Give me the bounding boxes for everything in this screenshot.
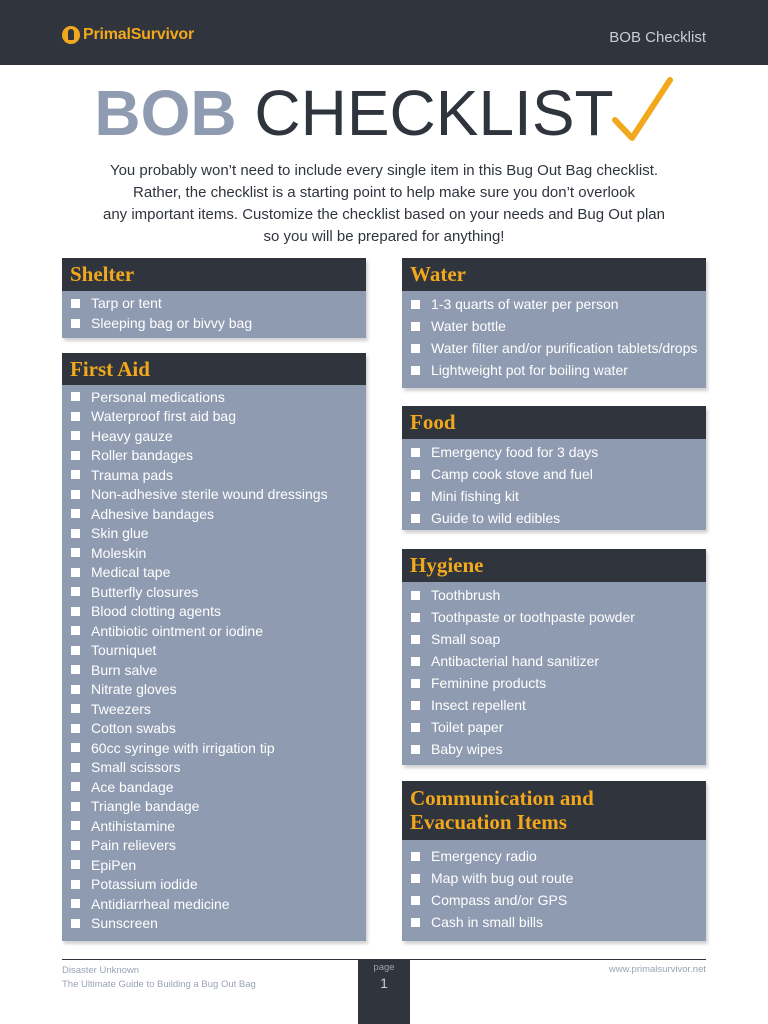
- checklist-item-label: Medical tape: [91, 564, 171, 581]
- section-heading: [402, 549, 706, 582]
- checklist-item[interactable]: [62, 894, 366, 914]
- checklist-item[interactable]: [62, 855, 366, 875]
- checklist-item[interactable]: [62, 582, 366, 602]
- section-hygiene: [402, 549, 706, 765]
- intro-paragraph: [84, 160, 684, 248]
- checklist-item[interactable]: [62, 797, 366, 817]
- checkbox-icon[interactable]: [411, 896, 420, 905]
- footer-credits: [62, 964, 256, 992]
- checklist-item[interactable]: [402, 694, 706, 716]
- brand-name: PrimalSurvivor: [83, 26, 195, 43]
- checklist-item-label: Heavy gauze: [91, 427, 173, 444]
- checkmark-icon: [612, 76, 674, 148]
- checkbox-icon[interactable]: [411, 366, 420, 375]
- checklist-item-label: Nitrate gloves: [91, 681, 177, 698]
- checkbox-icon[interactable]: [411, 448, 420, 457]
- checklist-item[interactable]: [62, 543, 366, 563]
- section-heading-line: Hygiene: [410, 553, 484, 577]
- checklist-item[interactable]: [62, 738, 366, 758]
- page-label: page: [373, 962, 395, 973]
- section-heading: [62, 353, 366, 385]
- checklist-item[interactable]: [62, 524, 366, 544]
- checkbox-icon[interactable]: [71, 470, 80, 479]
- checklist-item[interactable]: [62, 699, 366, 719]
- checklist-item[interactable]: [62, 836, 366, 856]
- checklist-item-label: Tourniquet: [91, 642, 157, 659]
- checklist-item[interactable]: [402, 911, 706, 933]
- checkbox-icon[interactable]: [71, 821, 80, 830]
- checkbox-icon[interactable]: [411, 470, 420, 479]
- checklist-item[interactable]: [62, 719, 366, 739]
- section-first-aid: [62, 353, 366, 941]
- page-indicator: [358, 959, 410, 1024]
- checklist-item-label: Moleskin: [91, 544, 147, 561]
- footer-guide-title: The Ultimate Guide to Building a Bug Out Bag: [62, 979, 256, 990]
- checkbox-icon[interactable]: [411, 657, 420, 666]
- checkbox-icon[interactable]: [71, 529, 80, 538]
- checklist-item[interactable]: [62, 465, 366, 485]
- checklist-item-label: EpiPen: [91, 856, 137, 873]
- checklist: [402, 840, 706, 933]
- checkbox-icon[interactable]: [411, 613, 420, 622]
- checklist-item[interactable]: [402, 507, 706, 529]
- checklist-item[interactable]: [62, 914, 366, 934]
- top-bar: [0, 0, 768, 65]
- checkbox-icon[interactable]: [71, 490, 80, 499]
- checklist-item-label: Triangle bandage: [91, 798, 200, 815]
- checkbox-icon[interactable]: [411, 635, 420, 644]
- section-food: [402, 406, 706, 530]
- checklist-item[interactable]: [402, 889, 706, 911]
- checklist-item[interactable]: [402, 628, 706, 650]
- checklist-item[interactable]: [62, 407, 366, 427]
- checklist-item-label: Trauma pads: [91, 466, 173, 483]
- intro-line: so you will be prepared for anything!: [263, 228, 505, 245]
- section-communication: [402, 781, 706, 941]
- footer-website-link[interactable]: www.primalsurvivor.net: [608, 964, 706, 975]
- checklist-item-label: Small soap: [431, 631, 501, 647]
- checkbox-icon[interactable]: [411, 322, 420, 331]
- section-heading: [62, 258, 366, 291]
- checklist-item[interactable]: [402, 441, 706, 463]
- checklist-item[interactable]: [62, 387, 366, 407]
- checklist-item[interactable]: [62, 680, 366, 700]
- checklist-item-label: Cotton swabs: [91, 720, 176, 737]
- checklist-item[interactable]: [62, 504, 366, 524]
- survivor-logo-icon: [62, 26, 80, 44]
- checkbox-icon[interactable]: [411, 679, 420, 688]
- checkbox-icon[interactable]: [71, 880, 80, 889]
- checkbox-icon[interactable]: [411, 852, 420, 861]
- checklist-item-label: Mini fishing kit: [431, 488, 519, 504]
- checkbox-icon[interactable]: [71, 743, 80, 752]
- checkbox-icon[interactable]: [411, 745, 420, 754]
- checklist-item[interactable]: [62, 446, 366, 466]
- section-heading-line: Evacuation Items: [410, 810, 567, 834]
- checklist-item-label: Baby wipes: [431, 741, 503, 757]
- checklist-item-label: Butterfly closures: [91, 583, 199, 600]
- checkbox-icon[interactable]: [71, 763, 80, 772]
- checklist-item[interactable]: [402, 463, 706, 485]
- checklist-item[interactable]: [62, 758, 366, 778]
- checklist-item-label: Cash in small bills: [431, 914, 544, 930]
- checkbox-icon[interactable]: [71, 665, 80, 674]
- checkbox-icon[interactable]: [71, 607, 80, 616]
- section-heading-line: First Aid: [70, 357, 150, 381]
- checklist-item-label: Antidiarrheal medicine: [91, 895, 230, 912]
- checklist-item-label: Guide to wild edibles: [431, 510, 561, 526]
- section-heading-line: Water: [410, 262, 466, 286]
- checklist: [62, 291, 366, 333]
- checklist: [402, 439, 706, 529]
- checklist-item-label: Sunscreen: [91, 915, 158, 932]
- checklist-item-label: Lightweight pot for boiling water: [431, 362, 628, 378]
- checklist-item[interactable]: [62, 293, 366, 313]
- checkbox-icon[interactable]: [71, 899, 80, 908]
- checklist-item-label: Camp cook stove and fuel: [431, 466, 593, 482]
- checklist-item-label: Antibacterial hand sanitizer: [431, 653, 600, 669]
- checklist-item[interactable]: [402, 672, 706, 694]
- checklist-item-label: Water filter and/or purification tablets/drops: [431, 340, 698, 356]
- checklist-item-label: Ace bandage: [91, 778, 174, 795]
- checklist: [402, 291, 706, 381]
- page-title: [0, 76, 768, 150]
- section-heading-line: Communication and: [410, 786, 594, 810]
- checklist-item-label: Tweezers: [91, 700, 151, 717]
- checkbox-icon[interactable]: [71, 626, 80, 635]
- checklist-item-label: Skin glue: [91, 525, 149, 542]
- checkbox-icon[interactable]: [71, 299, 80, 308]
- checklist-item[interactable]: [402, 584, 706, 606]
- checklist-item-label: Toothpaste or toothpaste powder: [431, 609, 635, 625]
- checklist-item-label: Tarp or tent: [91, 295, 162, 311]
- checklist-item[interactable]: [402, 606, 706, 628]
- checklist-item[interactable]: [62, 641, 366, 661]
- checklist-item[interactable]: [402, 867, 706, 889]
- checklist-item[interactable]: [402, 738, 706, 760]
- checklist-item-label: Sleeping bag or bivvy bag: [91, 315, 253, 331]
- checklist-item[interactable]: [402, 845, 706, 867]
- checklist-item-label: Pain relievers: [91, 837, 176, 854]
- checklist: [402, 582, 706, 760]
- section-heading: [402, 406, 706, 439]
- checklist-item-label: Adhesive bandages: [91, 505, 214, 522]
- checklist-item-label: Water bottle: [431, 318, 506, 334]
- checklist-item[interactable]: [62, 621, 366, 641]
- checklist-item[interactable]: [402, 315, 706, 337]
- intro-line: You probably won’t need to include every single item in this Bug Out Bag checklist.: [109, 162, 659, 179]
- checkbox-icon[interactable]: [71, 841, 80, 850]
- checkbox-icon[interactable]: [71, 802, 80, 811]
- section-heading-line: Shelter: [70, 262, 135, 286]
- checkbox-icon[interactable]: [411, 514, 420, 523]
- checkbox-icon[interactable]: [71, 319, 80, 328]
- checklist: [62, 385, 366, 933]
- checkbox-icon[interactable]: [71, 646, 80, 655]
- section-water: [402, 258, 706, 388]
- checklist-item[interactable]: [62, 485, 366, 505]
- checkbox-icon[interactable]: [71, 451, 80, 460]
- intro-line: Rather, the checklist is a starting point to help make sure you don’t overlook: [133, 184, 635, 201]
- checklist-item-label: Burn salve: [91, 661, 158, 678]
- checklist-item[interactable]: [62, 660, 366, 680]
- checklist-item-label: Emergency radio: [431, 848, 537, 864]
- checkbox-icon[interactable]: [71, 509, 80, 518]
- checkbox-icon[interactable]: [71, 685, 80, 694]
- checkbox-icon[interactable]: [411, 874, 420, 883]
- checklist-item[interactable]: [62, 777, 366, 797]
- checklist-item-label: Non-adhesive sterile wound dressings: [91, 486, 328, 503]
- checklist-item[interactable]: [62, 426, 366, 446]
- checklist-item-label: Roller bandages: [91, 447, 193, 464]
- checklist-item-label: Feminine products: [431, 675, 547, 691]
- checklist-item[interactable]: [402, 337, 706, 359]
- checklist-item[interactable]: [62, 563, 366, 583]
- checklist-item-label: Blood clotting agents: [91, 603, 221, 620]
- checklist-item[interactable]: [402, 359, 706, 381]
- checklist-item-label: Insect repellent: [431, 697, 526, 713]
- intro-line: any important items. Customize the checklist based on your needs and Bug Out plan: [103, 206, 665, 223]
- checklist-item-label: Small scissors: [91, 759, 181, 776]
- checkbox-icon[interactable]: [411, 723, 420, 732]
- checklist-item-label: Map with bug out route: [431, 870, 574, 886]
- checklist-item[interactable]: [62, 875, 366, 895]
- checklist-item[interactable]: [62, 602, 366, 622]
- checkbox-icon[interactable]: [71, 568, 80, 577]
- checklist-item-label: Compass and/or GPS: [431, 892, 568, 908]
- title-strong: BOB: [94, 77, 237, 149]
- checkbox-icon[interactable]: [71, 724, 80, 733]
- checklist-item[interactable]: [402, 716, 706, 738]
- checkbox-icon[interactable]: [71, 704, 80, 713]
- checklist-item-label: Potassium iodide: [91, 876, 198, 893]
- checkbox-icon[interactable]: [71, 919, 80, 928]
- section-heading: [402, 258, 706, 291]
- checklist-item-label: 1-3 quarts of water per person: [431, 296, 619, 312]
- checkbox-icon[interactable]: [71, 412, 80, 421]
- section-heading-line: Food: [410, 410, 456, 434]
- checkbox-icon[interactable]: [71, 782, 80, 791]
- checkbox-icon[interactable]: [411, 492, 420, 501]
- checkbox-icon[interactable]: [411, 591, 420, 600]
- checklist-item[interactable]: [402, 485, 706, 507]
- page-number: 1: [380, 975, 388, 991]
- checkbox-icon[interactable]: [411, 300, 420, 309]
- checklist-item[interactable]: [402, 650, 706, 672]
- checklist-item-label: Toilet paper: [431, 719, 504, 735]
- checklist-item-label: Personal medications: [91, 388, 225, 405]
- checkbox-icon[interactable]: [411, 918, 420, 927]
- checklist-item-label: Antihistamine: [91, 817, 176, 834]
- checklist-item-label: Antibiotic ointment or iodine: [91, 622, 263, 639]
- checklist-item-label: Waterproof first aid bag: [91, 408, 236, 425]
- checklist-item[interactable]: [62, 816, 366, 836]
- checkbox-icon[interactable]: [411, 701, 420, 710]
- checklist-item-label: 60cc syringe with irrigation tip: [91, 739, 275, 756]
- checklist-item[interactable]: [62, 313, 366, 333]
- checklist-item-label: Emergency food for 3 days: [431, 444, 599, 460]
- checkbox-icon[interactable]: [71, 587, 80, 596]
- section-heading: [402, 781, 706, 840]
- checkbox-icon[interactable]: [71, 860, 80, 869]
- checkbox-icon[interactable]: [71, 431, 80, 440]
- footer-source: Disaster Unknown: [62, 965, 140, 976]
- header-title: BOB Checklist: [609, 29, 706, 46]
- section-shelter: [62, 258, 366, 338]
- brand-logo[interactable]: [62, 26, 194, 44]
- checkbox-icon[interactable]: [411, 344, 420, 353]
- checklist-item-label: Toothbrush: [431, 587, 501, 603]
- title-light: CHECKLIST: [254, 77, 614, 149]
- checklist-item[interactable]: [402, 293, 706, 315]
- checkbox-icon[interactable]: [71, 392, 80, 401]
- checkbox-icon[interactable]: [71, 548, 80, 557]
